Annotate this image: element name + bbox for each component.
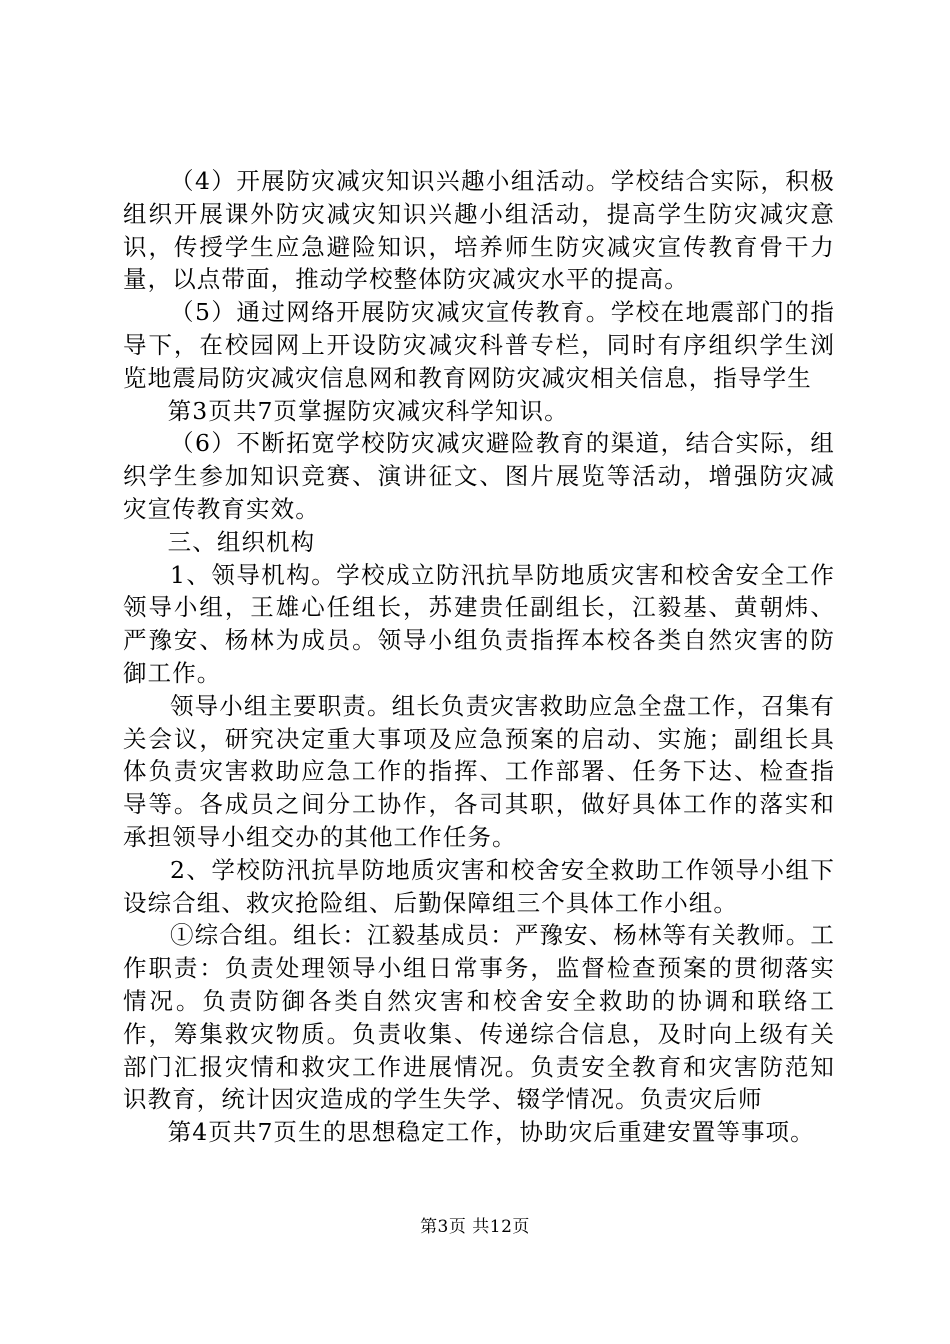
paragraph-network-education: （5）通过网络开展防灾减灾宣传教育。学校在地震部门的指导下，在校园网上开设防灾减灾科普专栏，同时有序组织学生浏览地震局防灾减灾信息网和教育网防灾减灾相关信息，指导学生 bbox=[123, 298, 835, 392]
paragraph-general-group: ①综合组。组长：江毅基成员：严豫安、杨林等有关教师。工作职责：负责处理领导小组日常事务，监督检查预案的贯彻落实情况。负责防御各类自然灾害和校舍安全救助的协调和联络工作，筹集救灾物质。负责收集、传递综合信息，及时向上级有关部门汇报灾情和救灾工作进展情况。负责安全教育和灾害防范知识教育，统计因灾造成的学生失学、辍学情况。负责灾后师 bbox=[123, 921, 835, 1114]
paragraph-leadership: 1、领导机构。学校成立防汛抗旱防地质灾害和校舍安全工作领导小组，王雄心任组长，苏建贵任副组长，江毅基、黄朝炜、严豫安、杨林为成员。领导小组负责指挥本校各类自然灾害的防御工作。 bbox=[123, 560, 835, 687]
paragraph-leadership-duties: 领导小组主要职责。组长负责灾害救助应急全盘工作，召集有关会议，研究决定重大事项及应急预案的启动、实施；副组长具体负责灾害救助应急工作的指挥、工作部署、任务下达、检查指导等。各成员之间分工协作，各司其职，做好具体工作的落实和承担领导小组交办的其他工作任务。 bbox=[123, 691, 835, 851]
page-footer: 第3页 共12页 bbox=[420, 1217, 530, 1237]
paragraph-work-groups: 2、学校防汛抗旱防地质灾害和校舍安全救助工作领导小组下设综合组、救灾抢险组、后勤保障组三个具体工作小组。 bbox=[123, 855, 835, 917]
paragraph-education-channels: （6）不断拓宽学校防灾减灾避险教育的渠道，结合实际，组织学生参加知识竞赛、演讲征文、图片展览等活动，增强防灾减灾宣传教育实效。 bbox=[123, 429, 835, 523]
paragraph-activity-groups: （4）开展防灾减灾知识兴趣小组活动。学校结合实际，积极组织开展课外防灾减灾知识兴趣小组活动，提高学生防灾减灾意识，传授学生应急避险知识，培养师生防灾减灾宣传教育骨干力量，以点带面，推动学校整体防灾减灾水平的提高。 bbox=[123, 167, 835, 294]
paragraph-page4-continuation: 第4页共7页生的思想稳定工作，协助灾后重建安置等事项。 bbox=[167, 1118, 815, 1147]
document-body bbox=[123, 165, 835, 1149]
paragraph-page3-continuation: 第3页共7页掌握防灾减灾科学知识。 bbox=[167, 396, 569, 425]
section-heading-organization: 三、组织机构 bbox=[167, 527, 316, 556]
